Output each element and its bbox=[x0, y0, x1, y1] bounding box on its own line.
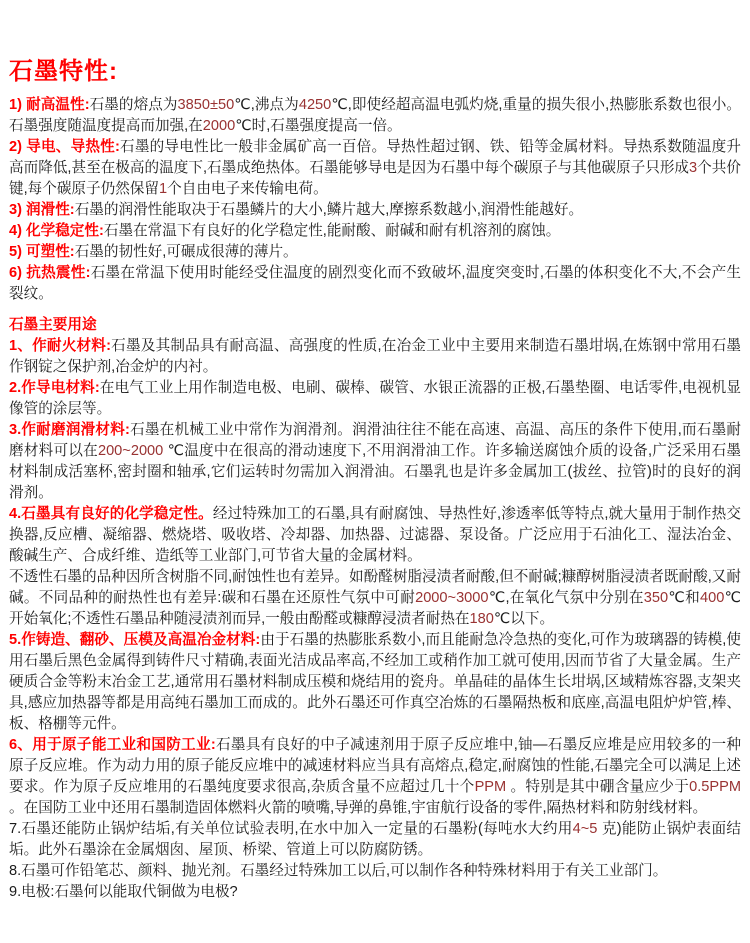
body-text: 石墨在机械工业中常作为润滑剂。润滑油往往不能在高速、高温、高压的条件下使用,而石墨耐磨材料可以在 bbox=[9, 422, 741, 459]
body-text: ℃开始氧化;不透性石墨品种随浸渍剂而异,一般由酚醛或糠醇浸渍者耐热在 bbox=[9, 590, 742, 627]
paragraph-heading: 5.作铸造、翻砂、压模及高温冶金材料: bbox=[9, 632, 261, 648]
paragraph-heading: 2) 导电、导热性: bbox=[9, 139, 120, 155]
paragraph bbox=[9, 95, 741, 137]
body-text: ℃时,石墨强度提高一倍。 bbox=[235, 118, 402, 134]
numeric-value: 4~5 bbox=[572, 821, 598, 837]
paragraph bbox=[9, 200, 741, 221]
paragraph-heading: 3.作耐磨润滑材料: bbox=[9, 422, 130, 438]
body-text: 8.石墨可作铅笔芯、颜料、抛光剂。石墨经过特殊加工以后,可以制作各种特殊材料用于有关工业部门。 bbox=[9, 863, 668, 879]
body-text: 石墨及其制品具有耐高温、高强度的性质,在冶金工业中主要用来制造石墨坩埚,在炼钢中常用石墨作钢锭之保护剂,冶金炉的内衬。 bbox=[9, 338, 741, 375]
body-text: 。特别是其中硼含量应少于 bbox=[506, 779, 690, 795]
body-text: 石墨的导电性比一般非金属矿高一百倍。导热性超过钢、铁、铅等金属材料。导热系数随温度升高而降低,甚至在极高的温度下,石墨成绝热体。石墨能够导电是因为石墨中每个碳原子与其他碳原子只形成 bbox=[9, 139, 741, 176]
body-text: 不透性石墨的品种因所含树脂不同,耐蚀性也有差异。如酚醛树脂浸渍者耐酸,但不耐碱;糠醇树脂浸渍者既耐酸,又耐碱。不同品种的耐热性也有差异:碳和石墨在还原性气氛中可耐 bbox=[9, 569, 741, 606]
body-text: ℃,即使经超高温电弧灼烧,重量的损失很小,热膨胀系数也很小。石墨强度随温度提高而加强,在 bbox=[9, 97, 741, 134]
paragraph bbox=[9, 242, 741, 263]
paragraph bbox=[9, 137, 741, 200]
paragraph bbox=[9, 221, 741, 242]
paragraph bbox=[9, 263, 741, 305]
numeric-value: 2000~3000 bbox=[415, 590, 489, 606]
body-text: ℃,沸点为 bbox=[234, 97, 299, 113]
body-text: 石墨的韧性好,可碾成很薄的薄片。 bbox=[74, 244, 298, 260]
paragraph bbox=[9, 378, 741, 420]
paragraph-heading: 3) 润滑性: bbox=[9, 202, 75, 218]
paragraph-heading: 2.作导电材料: bbox=[9, 380, 100, 396]
body-text: 。在国防工业中还用石墨制造固体燃料火箭的喷嘴,导弹的鼻锥,宇宙航行设备的零件,隔热材料和防射线材料。 bbox=[9, 800, 708, 816]
paragraph bbox=[9, 420, 741, 504]
body-text: 7.石墨还能防止锅炉结垢,有关单位试验表明,在水中加入一定量的石墨粉(每吨水大约用 bbox=[9, 821, 573, 837]
body-text: 石墨具有良好的中子减速剂用于原子反应堆中,铀—石墨反应堆是应用较多的一种原子反应堆。作为动力用的原子能反应堆中的减速材料应当具有高熔点,稳定,耐腐蚀的性能,石墨完全可以满足上述要求。作为原子反应堆用的石墨纯度要求很高,杂质含量不应超过几十个 bbox=[9, 737, 741, 795]
paragraph bbox=[9, 630, 741, 735]
body-text: 9.电极:石墨何以能取代铜做为电极? bbox=[9, 884, 238, 900]
paragraph-heading: 5) 可塑性: bbox=[9, 244, 75, 260]
paragraph bbox=[9, 567, 741, 630]
body-text: 个自由电子来传输电荷。 bbox=[167, 181, 328, 197]
paragraph bbox=[9, 735, 741, 819]
section-subheader: 石墨主要用途 bbox=[9, 317, 97, 333]
body-text: ℃以下。 bbox=[493, 611, 555, 627]
body-text: 在电气工业上用作制造电极、电刷、碳棒、碳管、水银正流器的正极,石墨垫圈、电话零件,电视机显像管的涂层等。 bbox=[9, 380, 741, 417]
paragraph-heading: 4.石墨具有良好的化学稳定性。 bbox=[9, 506, 213, 522]
paragraph bbox=[9, 819, 741, 861]
paragraph bbox=[9, 861, 741, 882]
numeric-value: 0.5PPM bbox=[689, 779, 742, 795]
numeric-value: PPM bbox=[474, 779, 507, 795]
body-text: 个共价键,每个碳原子仍然保留 bbox=[9, 160, 741, 197]
body-text: 克)能防止锅炉表面结垢。此外石墨涂在金属烟囱、屋顶、桥梁、管道上可以防腐防锈。 bbox=[9, 821, 741, 858]
numeric-value: 200~2000 bbox=[97, 443, 164, 459]
body-text: 石墨的润滑性能取决于石墨鳞片的大小,鳞片越大,摩擦系数越小,润滑性能越好。 bbox=[74, 202, 584, 218]
body-text: ℃和 bbox=[668, 590, 700, 606]
numeric-value: 350 bbox=[643, 590, 669, 606]
page-title: 石墨特性: bbox=[9, 58, 118, 85]
numeric-value: 400 bbox=[699, 590, 725, 606]
body-text: ℃,在氧化气氛中分别在 bbox=[488, 590, 644, 606]
paragraph-heading: 6) 抗热震性: bbox=[9, 265, 91, 281]
paragraph-heading: 6、用于原子能工业和国防工业: bbox=[9, 737, 216, 753]
paragraph bbox=[9, 882, 741, 903]
body-text: 由于石墨的热膨胀系数小,而且能耐急冷急热的变化,可作为玻璃器的铸模,使用石墨后黑色金属得到铸件尺寸精确,表面光洁成品率高,不经加工或稍作加工就可使用,因而节省了大量金属。生产硬质合金等粉末冶金工艺,通常用石墨材料制成压模和烧结用的瓷舟。单晶硅的晶体生长坩埚,区域精炼容器,支架夹具,感应加热器等都是用高纯石墨加工而成的。此外石墨还可作真空冶炼的石墨隔热板和底座,高温电阻炉炉管,棒、板、格棚等元件。 bbox=[9, 632, 741, 732]
numeric-value: 3 bbox=[689, 160, 698, 176]
body-text: 石墨的熔点为 bbox=[89, 97, 178, 113]
numeric-value: 180 bbox=[469, 611, 494, 627]
numeric-value: 3850±50 bbox=[177, 97, 235, 113]
paragraph-heading: 1) 耐高温性: bbox=[9, 97, 90, 113]
body-text: 石墨在常温下有良好的化学稳定性,能耐酸、耐碱和耐有机溶剂的腐蚀。 bbox=[103, 223, 561, 239]
paragraph-heading: 1、作耐火材料: bbox=[9, 338, 111, 354]
paragraph bbox=[9, 336, 741, 378]
document-body bbox=[9, 95, 741, 903]
paragraph bbox=[9, 504, 741, 567]
numeric-value: 1 bbox=[159, 181, 168, 197]
numeric-value: 2000 bbox=[202, 118, 236, 134]
numeric-value: 4250 bbox=[298, 97, 332, 113]
paragraph-heading: 4) 化学稳定性: bbox=[9, 223, 104, 239]
body-text: 石墨在常温下使用时能经受住温度的剧烈变化而不致破坏,温度突变时,石墨的体积变化不大,不会产生裂纹。 bbox=[9, 265, 741, 302]
body-text: 经过特殊加工的石墨,具有耐腐蚀、导热性好,渗透率低等特点,就大量用于制作热交换器,反应槽、凝缩器、燃烧塔、吸收塔、冷却器、加热器、过滤器、泵设备。广泛应用于石油化工、湿法冶金、酸碱生产、合成纤维、造纸等工业部门,可节省大量的金属材料。 bbox=[9, 506, 741, 564]
body-text: ℃温度中在很高的滑动速度下,不用润滑油工作。许多输送腐蚀介质的设备,广泛采用石墨材料制成活塞杯,密封圈和轴承,它们运转时勿需加入润滑油。石墨乳也是许多金属加工(拔丝、拉管)时的良好的润滑剂。 bbox=[9, 443, 741, 501]
